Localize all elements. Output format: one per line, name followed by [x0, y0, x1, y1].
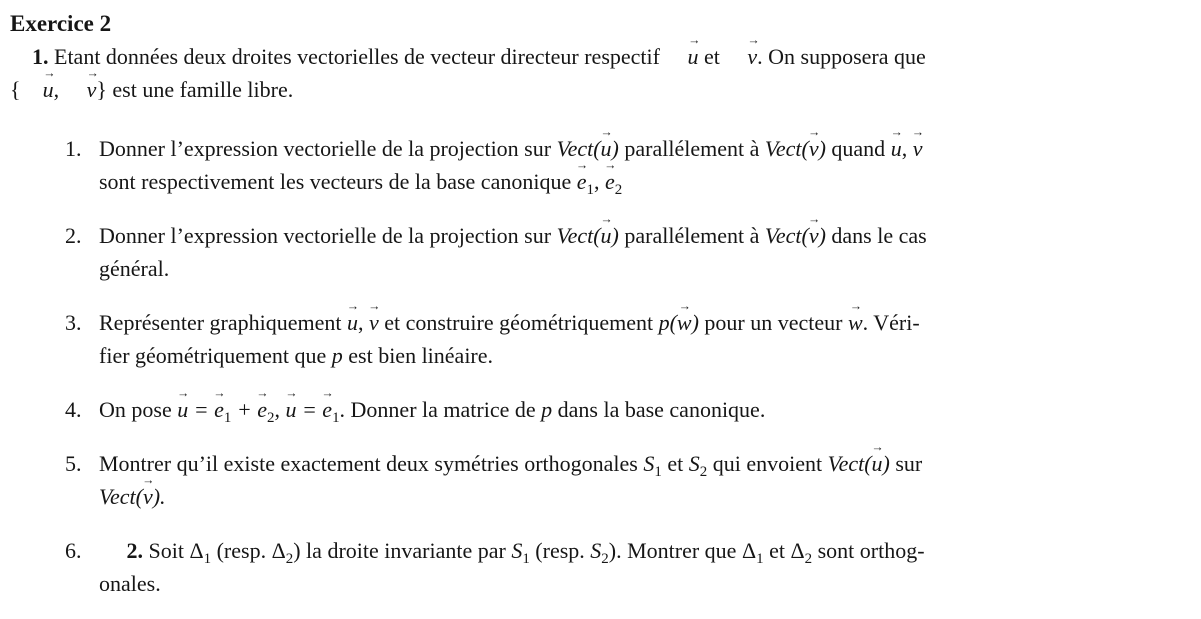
- item-text: Montrer qu’il existe exactement deux symétries orthogonales $S_1$ et $S_2$ qui envoient Vect( → u) sur Vect( → v).: [99, 447, 1191, 513]
- vector-arrow-icon: →: [285, 386, 298, 401]
- item-text: Représenter graphiquement → u, → v et construire géométriquement p( → w) pour un vecteur → w. Véri- fier géométriquement que p est bien linéaire.: [99, 299, 920, 368]
- vector-notation: → e: [321, 386, 334, 422]
- vector-notation: → u: [177, 386, 190, 422]
- vector-arrow-icon: →: [890, 125, 903, 140]
- vector-arrow-icon: →: [604, 158, 617, 173]
- item-number: 5.: [65, 451, 82, 476]
- vector-arrow-icon: →: [321, 386, 334, 401]
- vector-notation: → u: [665, 40, 698, 73]
- vector-arrow-icon: →: [600, 125, 613, 140]
- vector-notation: → e: [575, 158, 589, 194]
- exercise-item-2: [65, 212, 1191, 285]
- vector-arrow-icon: →: [688, 33, 701, 48]
- item-text: Donner l’expression vectorielle de la projection sur Vect( → u) parallélement à Vect( → v) dans le cas général.: [99, 212, 927, 281]
- vector-notation: → v: [807, 212, 821, 248]
- item-number: 6.: [65, 538, 82, 563]
- vector-notation: → e: [213, 386, 226, 422]
- vector-arrow-icon: →: [368, 299, 381, 314]
- vector-arrow-icon: →: [346, 299, 360, 314]
- vector-notation: → u: [285, 386, 298, 422]
- item-text: 2. Soit $\Delta_1$ (resp. $\Delta_2$) la droite invariante par $S_1$ (resp. $S_2$). Montrer que $\Delta_1$ et $\Delta_2$ sont orthog- onales.: [99, 538, 925, 596]
- vector-notation: → v: [65, 73, 97, 106]
- vector-arrow-icon: →: [849, 299, 863, 314]
- item-text: Donner l’expression vectorielle de la projection sur Vect( → u) parallélement à Vect( → v) quand → u, → v sont respectivement les vecteurs de la base canonique → $e_1$, → $e_2$: [99, 125, 925, 198]
- item-number: 3.: [65, 310, 82, 335]
- vector-notation: → u: [600, 212, 613, 248]
- exercise-item-3: [65, 299, 1191, 372]
- exercise-item-5: [65, 440, 1191, 513]
- vector-notation: → v: [807, 125, 821, 161]
- exercise-item-6: [65, 534, 1191, 600]
- vector-arrow-icon: →: [142, 473, 155, 488]
- vector-arrow-icon: →: [807, 212, 821, 227]
- vector-arrow-icon: →: [177, 386, 190, 401]
- exercise-title: Exercice 2: [10, 11, 112, 36]
- vector-arrow-icon: →: [911, 125, 925, 140]
- vector-notation: → v: [142, 473, 155, 509]
- vector-arrow-icon: →: [807, 125, 821, 140]
- vector-notation: → w: [676, 299, 692, 335]
- vector-notation: → u: [890, 125, 903, 161]
- exercise-list: [10, 125, 1191, 600]
- vector-arrow-icon: →: [678, 299, 691, 314]
- exercise-item-1: [65, 125, 1191, 198]
- vector-arrow-icon: →: [747, 33, 760, 48]
- vector-notation: → e: [256, 386, 269, 422]
- vector-notation: → u: [871, 440, 884, 476]
- item-number: 1.: [65, 136, 82, 161]
- vector-arrow-icon: →: [256, 386, 269, 401]
- vector-notation: → u: [346, 299, 360, 335]
- vector-notation: → u: [600, 125, 613, 161]
- vector-notation: → v: [725, 40, 757, 73]
- vector-arrow-icon: →: [871, 440, 884, 455]
- exercise-item-4: [65, 386, 1191, 426]
- vector-notation: → v: [368, 299, 381, 335]
- vector-notation: → v: [911, 125, 925, 161]
- vector-notation: → u: [21, 73, 54, 106]
- vector-notation: → e: [604, 158, 617, 194]
- vector-arrow-icon: →: [600, 212, 613, 227]
- item-number: 2.: [65, 223, 82, 248]
- vector-arrow-icon: →: [575, 158, 589, 173]
- item-text: On pose → u = → $e_1$ + → $e_2$, → u = → $e_1$. Donner la matrice de p dans la base canonique.: [99, 386, 766, 426]
- vector-notation: → w: [847, 299, 863, 335]
- vector-arrow-icon: →: [43, 66, 56, 81]
- intro-paragraph: 1. Etant données deux droites vectorielles de vecteur directeur respectif → u et → v. On supposera que { → u, → v} est une famille libre.: [10, 40, 1195, 106]
- vector-arrow-icon: →: [213, 386, 226, 401]
- vector-arrow-icon: →: [86, 66, 99, 81]
- item-number: 4.: [65, 397, 82, 422]
